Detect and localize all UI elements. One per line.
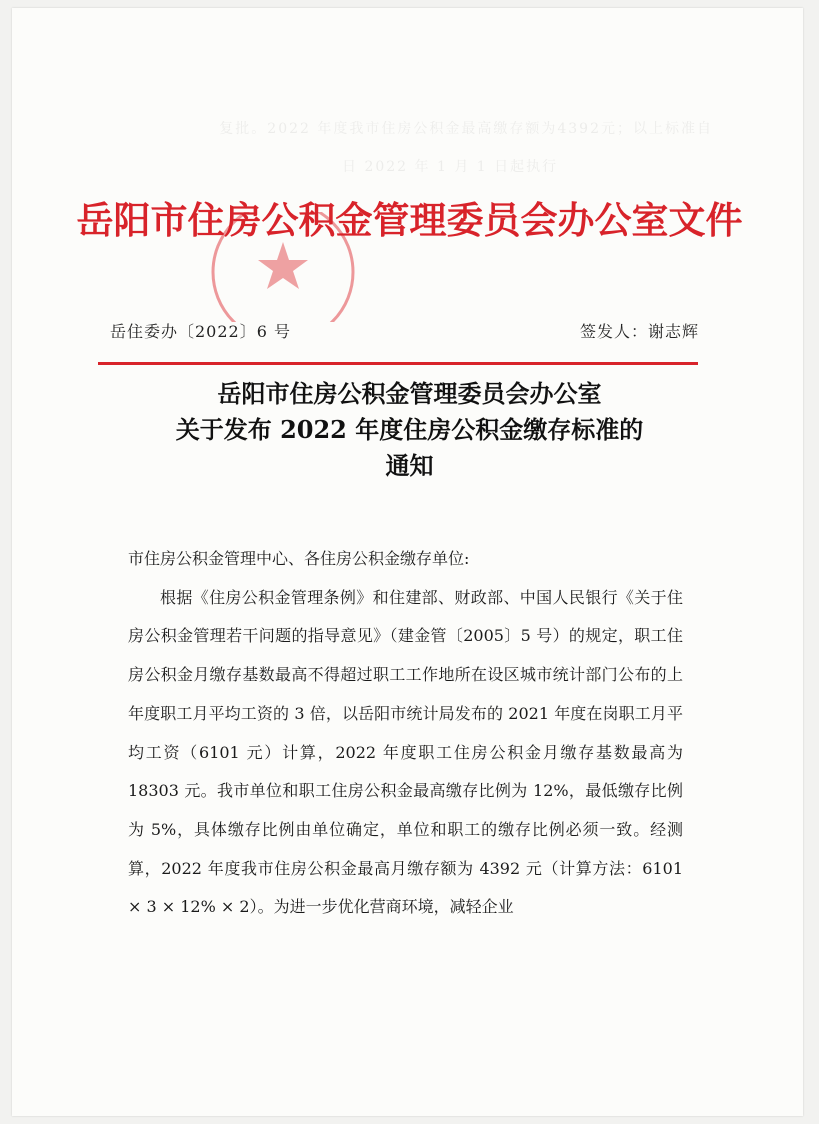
addressee: 市住房公积金管理中心、各住房公积金缴存单位: (128, 549, 470, 568)
notice-title-line-1: 岳阳市住房公积金管理委员会办公室 (217, 379, 602, 408)
notice-title-line-2: 关于发布 2022 年度住房公积金缴存标准的 (175, 415, 644, 444)
bleed-through-text-2: 日 2022 年 1 月 1 日起执行 (342, 159, 559, 175)
red-divider-line (98, 362, 698, 365)
bleed-through-text-1: 复批。2022 年度我市住房公积金最高缴存额为4392元；以上标准自 (219, 121, 713, 137)
document-number: 岳住委办〔2022〕6 号 (110, 322, 291, 341)
notice-title-line-3: 通知 (385, 451, 434, 480)
notice-title (0, 376, 819, 484)
signer: 签发人：谢志辉 (579, 322, 699, 341)
notice-body (128, 540, 683, 927)
red-header-title: 岳阳市住房公积金管理委员会办公室文件 (76, 198, 743, 242)
body-paragraph: 根据《住房公积金管理条例》和住建部、财政部、中国人民银行《关于住房公积金管理若干问题的指导意见》（建金管〔2005〕5 号）的规定，职工住房公积金月缴存基数最高不得超过职工工作地所在设区城市统计部门公布的上年度职工月平均工资的 3 倍，以岳阳市统计局发布的 2021 年度在岗职工月平均工资（6101 元）计算，2022 年度职工住房公积金月缴存基数最高为 18303 元。我市单位和职工住房公积金最高缴存比例为 12%，最低缴存比例为 5%，具体缴存比例由单位确定，单位和职工的缴存比例必须一致。经测算，2022 年度我市住房公积金最高月缴存额为 4392 元（计算方法：6101 × 3 × 12% × 2）。为进一步优化营商环境，减轻企业 (128, 587, 683, 917)
